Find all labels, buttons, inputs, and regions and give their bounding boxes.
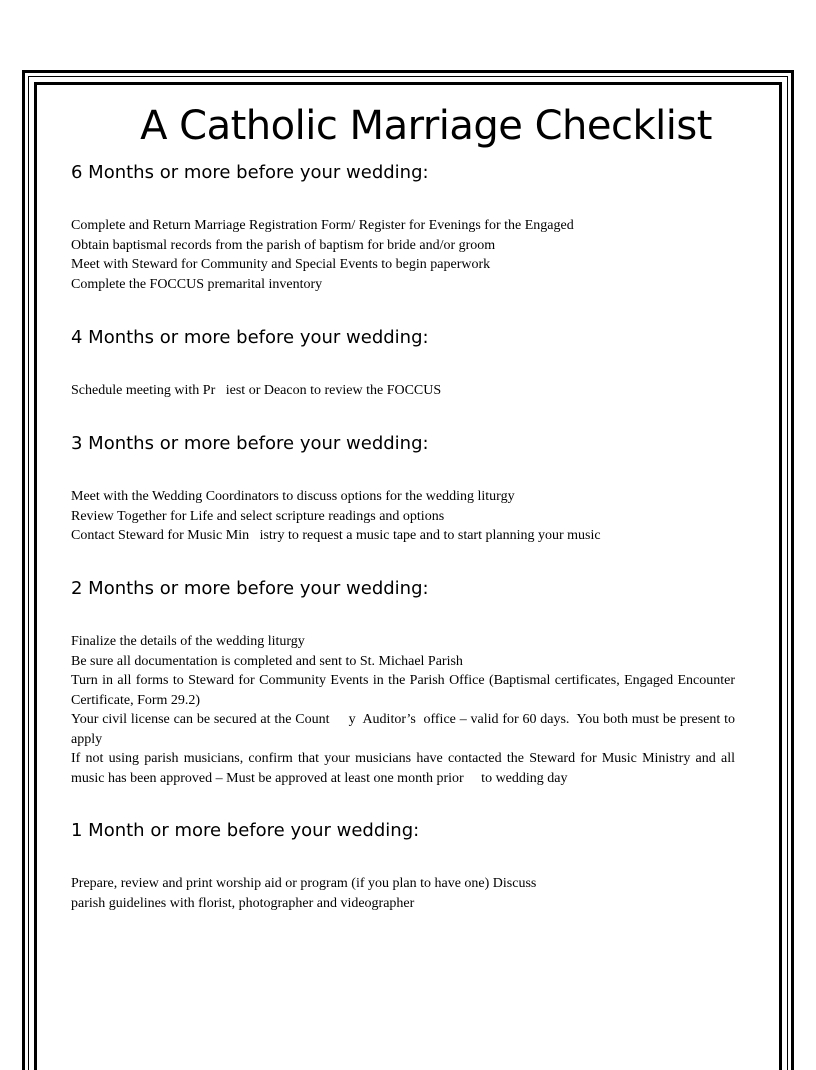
- checklist-item: Turn in all forms to Steward for Community Events in the Parish Office (Baptismal certificates, Engaged Encounter Certificate, Form 29.2): [71, 673, 735, 708]
- checklist-item: parish guidelines with florist, photographer and videographer: [71, 895, 415, 911]
- checklist-item: If not using parish musicians, confirm that your musicians have contacted the Steward for Music Ministry and all music has been approved – Must be approved at least one month prior to wedding day: [71, 751, 739, 786]
- checklist-item: Complete the FOCCUS premarital inventory: [71, 276, 323, 292]
- section-items-2-months: [71, 632, 739, 788]
- section-items-3-months: [71, 487, 735, 546]
- checklist-item: Obtain baptismal records from the parish of baptism for bride and/or groom: [71, 237, 496, 253]
- checklist-item: Be sure all documentation is completed and sent to St. Michael Parish: [71, 653, 463, 669]
- checklist-item: Meet with Steward for Community and Special Events to begin paperwork: [71, 257, 491, 272]
- checklist-item: Meet with the Wedding Coordinators to discuss options for the wedding liturgy: [71, 489, 515, 504]
- section-heading-4-months: 4 Months or more before your wedding:: [71, 327, 429, 348]
- section-heading-3-months: 3 Months or more before your wedding:: [71, 433, 429, 454]
- section-heading-2-months: 2 Months or more before your wedding:: [71, 578, 429, 599]
- checklist-item: Your civil license can be secured at the Count y Auditor’s office – valid for 60 days. You both must be present to apply: [71, 712, 739, 747]
- checklist-item: Contact Steward for Music Min istry to request a music tape and to start planning your music: [71, 528, 601, 543]
- section-heading-6-months: 6 Months or more before your wedding:: [71, 162, 429, 183]
- checklist-item: Finalize the details of the wedding liturgy: [71, 634, 305, 649]
- section-items-4-months: [71, 381, 735, 401]
- checklist-item: Prepare, review and print worship aid or program (if you plan to have one) Discuss: [71, 876, 537, 891]
- checklist-item: Complete and Return Marriage Registration Form/ Register for Evenings for the Engaged: [71, 218, 574, 233]
- checklist-item: Schedule meeting with Pr iest or Deacon to review the FOCCUS: [71, 383, 442, 398]
- section-items-6-months: [71, 216, 735, 294]
- section-items-1-month: [71, 874, 735, 913]
- section-heading-1-month: 1 Month or more before your wedding:: [71, 820, 420, 841]
- page-title: A Catholic Marriage Checklist: [140, 103, 712, 149]
- checklist-item: Review Together for Life and select scripture readings and options: [71, 508, 445, 524]
